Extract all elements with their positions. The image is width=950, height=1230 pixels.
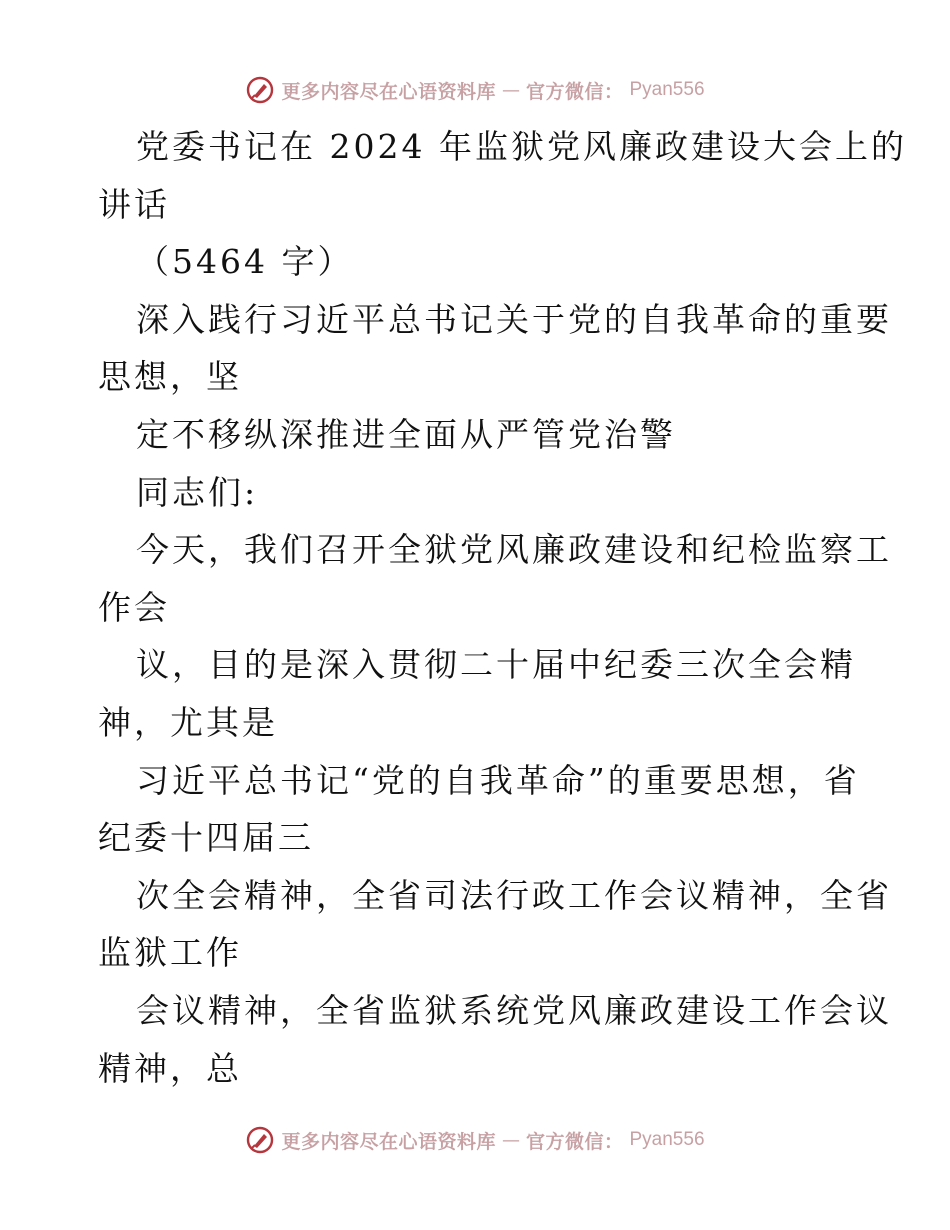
watermark-text: 更多内容尽在心语资料库 — [281, 1130, 496, 1153]
text-line: 党委书记在 2024 年监狱党风廉政建设大会上的 — [136, 127, 907, 166]
watermark-id: Pyan556 — [629, 1129, 705, 1150]
text-line: 思想，坚 — [98, 357, 242, 397]
text-line: 讲话 — [98, 184, 170, 224]
watermark-contact: 官方微信： — [525, 80, 624, 103]
pen-nib-circle-icon — [245, 75, 275, 105]
text-line: 同志们: — [136, 472, 259, 512]
text-line: 监狱工作 — [98, 933, 242, 973]
watermark-separator: — — [501, 79, 520, 101]
watermark-id: Pyan556 — [629, 79, 705, 100]
text-line: 今天，我们召开全狱党风廉政建设和纪检监察工 — [136, 530, 892, 570]
text-line: 次全会精神，全省司法行政工作会议精神，全省 — [136, 875, 892, 915]
watermark-contact: 官方微信： — [525, 1130, 624, 1153]
text-line: 纪委十四届三 — [98, 818, 314, 858]
text-line: 深入践行习近平总书记关于党的自我革命的重要 — [136, 299, 892, 339]
text-line: 习近平总书记“党的自我革命”的重要思想，省 — [136, 760, 860, 800]
watermark-text: 更多内容尽在心语资料库 — [281, 80, 496, 103]
text-line: 定不移纵深推进全面从严管党治警 — [136, 414, 676, 454]
document-body — [98, 118, 907, 1097]
watermark-separator: — — [501, 1129, 520, 1151]
text-line: 神，尤其是 — [98, 702, 278, 742]
pen-nib-circle-icon — [245, 1125, 275, 1155]
text-line: 精神，总 — [98, 1048, 242, 1088]
text-line: 作会 — [98, 587, 170, 627]
text-line: 议，目的是深入贯彻二十届中纪委三次全会精 — [136, 645, 856, 685]
footer-watermark — [0, 1122, 950, 1158]
text-line: 会议精神，全省监狱系统党风廉政建设工作会议 — [136, 990, 892, 1030]
header-watermark — [0, 72, 950, 108]
text-line: （5464 字） — [136, 242, 354, 282]
